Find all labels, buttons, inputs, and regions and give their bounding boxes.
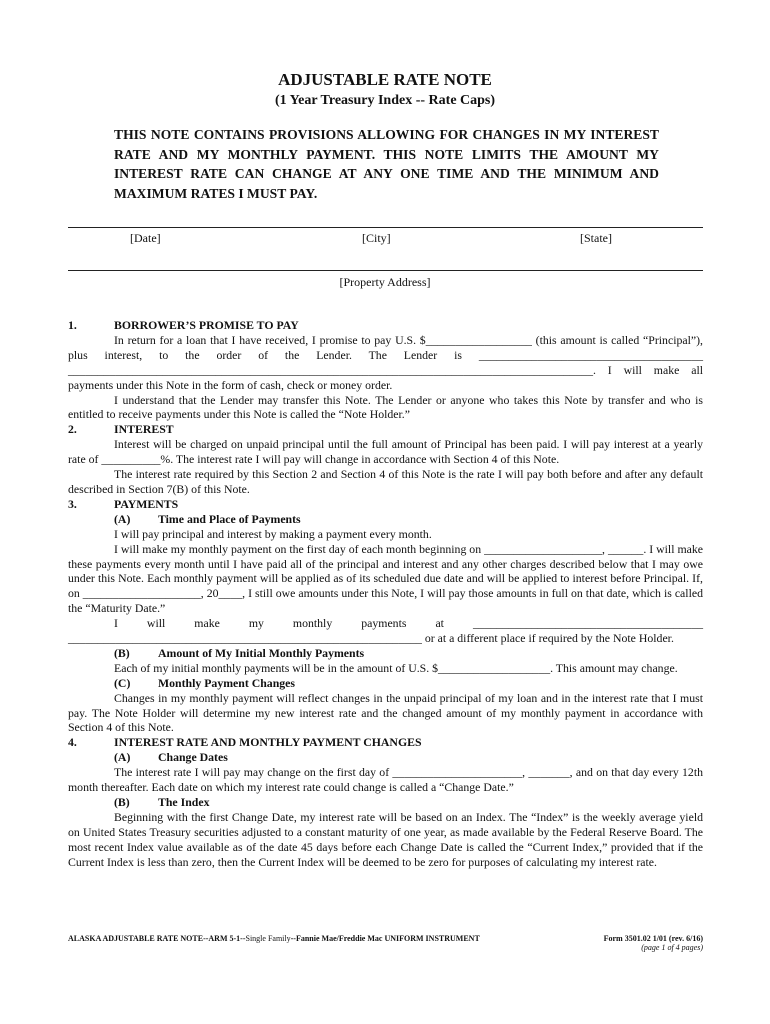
rate-change-notice: THIS NOTE CONTAINS PROVISIONS ALLOWING FOR CHANGES IN MY INTEREST RATE AND MY MONTHLY PAYMENT. THIS NOTE LIMITS THE AMOUNT MY INTEREST RATE CAN CHANGE AT ANY ONE TIME AND THE MINIMUM AND MAXIMUM RATES I MUST PAY. [114,127,659,201]
subsection-title: Time and Place of Payments [158,511,301,526]
section-2-heading [68,422,703,437]
footer-title-part: Single Family [245,934,291,943]
section-title: INTEREST [114,422,174,437]
footer-title-part: ALASKA ADJUSTABLE RATE NOTE--ARM 5-1-- [68,934,246,943]
section-number: 1. [68,318,77,332]
section-number: 2. [68,422,77,437]
section-title: PAYMENTS [114,496,179,511]
section-1-paragraph-1: In return for a loan that I have received, I promise to pay U.S. $__________________ (this amount is called “Principal”), plus interest, to the order of the Lender. The Lender is ______________________________________ _________________________________________________________________________________________. I will make all payments under this Note in the form of cash, check or money order. [68,332,703,392]
note-body [68,318,703,870]
section-1-heading [68,318,703,333]
section-2-paragraph-1: Interest will be charged on unpaid principal until the full amount of Principal has been paid. I will pay interest at a yearly rate of __________%. The interest rate I will pay will change in accordance with Section 4 of this Note. [68,437,703,467]
subsection-title: Change Dates [158,750,228,765]
form-footer-title [68,934,480,943]
date-city-state-line[interactable] [68,227,703,228]
section-title: BORROWER’S PROMISE TO PAY [114,318,299,332]
property-address-line[interactable] [68,270,703,271]
subsection-number: (B) [114,795,130,809]
subsection-number: (B) [114,645,130,660]
section-3a-paragraph-3: I will make my monthly payments at _______________________________________ ____________________________________________________________ or at a different place if required by the Note Holder. [68,616,703,646]
section-3b-heading [114,646,703,661]
section-4b-paragraph-1: Beginning with the first Change Date, my interest rate will be based on an Index. The “Index” is the weekly average yield on United States Treasury securities adjusted to a constant maturity of one year, as made available by the Federal Reserve Board. The most recent Index value available as of the date 45 days before each Change Date is called the “Current Index,” provided that if the Current Index is less than zero, then the Current Index will be deemed to be zero for purposes of calculating my interest rate. [68,809,703,869]
section-3c-paragraph-1: Changes in my monthly payment will reflect changes in the unpaid principal of my loan and in the interest rate that I must pay. The Note Holder will determine my new interest rate and the changed amount of my monthly payment in accordance with Section 4 of this Note. [68,690,703,735]
subsection-title: Amount of My Initial Monthly Payments [158,645,365,660]
subsection-number: (C) [114,675,131,690]
section-3c-heading [114,676,703,691]
section-4a-paragraph-1: The interest rate I will pay may change on the first day of ______________________, _______, and on that day every 12th month thereafter. Each date on which my interest rate could change is called a “Change Date.” [68,765,703,795]
document-subtitle: (1 Year Treasury Index -- Rate Caps) [274,93,496,108]
section-1-paragraph-2: I understand that the Lender may transfer this Note. The Lender or anyone who takes this Note by transfer and who is entitled to receive payments under this Note is called the “Note Holder.” [68,392,703,422]
section-2-paragraph-2: The interest rate required by this Section 2 and Section 4 of this Note is the rate I will pay both before and after any default described in Section 7(B) of this Note. [68,467,703,496]
section-3a-paragraph-1: I will pay principal and interest by making a payment every month. [114,526,432,541]
section-3b-paragraph-1: Each of my initial monthly payments will be in the amount of U.S. $___________________. This amount may change. [114,660,678,675]
section-4a-heading [114,750,703,765]
subsection-number: (A) [114,511,131,526]
city-label: [City] [362,231,391,245]
section-number: 3. [68,496,77,511]
subsection-title: Monthly Payment Changes [158,675,295,690]
page-indicator: (page 1 of 4 pages) [641,943,703,952]
document-title: ADJUSTABLE RATE NOTE [278,70,492,89]
date-label: [Date] [130,231,161,245]
section-3a-heading [114,512,703,527]
footer-title-part: --Fannie Mae/Freddie Mac UNIFORM INSTRUMENT [290,934,480,943]
state-label: [State] [580,231,612,245]
form-number: Form 3501.02 1/01 (rev. 6/16) [603,934,703,943]
section-3a-paragraph-2: I will make my monthly payment on the first day of each month beginning on ____________________, ______. I will make these payments every month until I have paid all of the principal and interest and any other charges described below that I may owe under this Note. Each monthly payment will be applied as of its scheduled due date and will be applied to interest before Principal. If, on ____________________, 20____, I still owe amounts under this Note, I will pay those amounts in full on that date, which is called the “Maturity Date.” [68,541,703,616]
section-title: INTEREST RATE AND MONTHLY PAYMENT CHANGES [114,735,422,750]
section-4b-heading [114,795,703,810]
section-3-heading [68,497,703,512]
property-address-label: [Property Address] [339,275,431,289]
section-number: 4. [68,735,77,750]
form-footer-info [604,934,703,952]
subsection-title: The Index [158,795,210,809]
subsection-number: (A) [114,750,131,765]
section-4-heading [68,735,703,750]
